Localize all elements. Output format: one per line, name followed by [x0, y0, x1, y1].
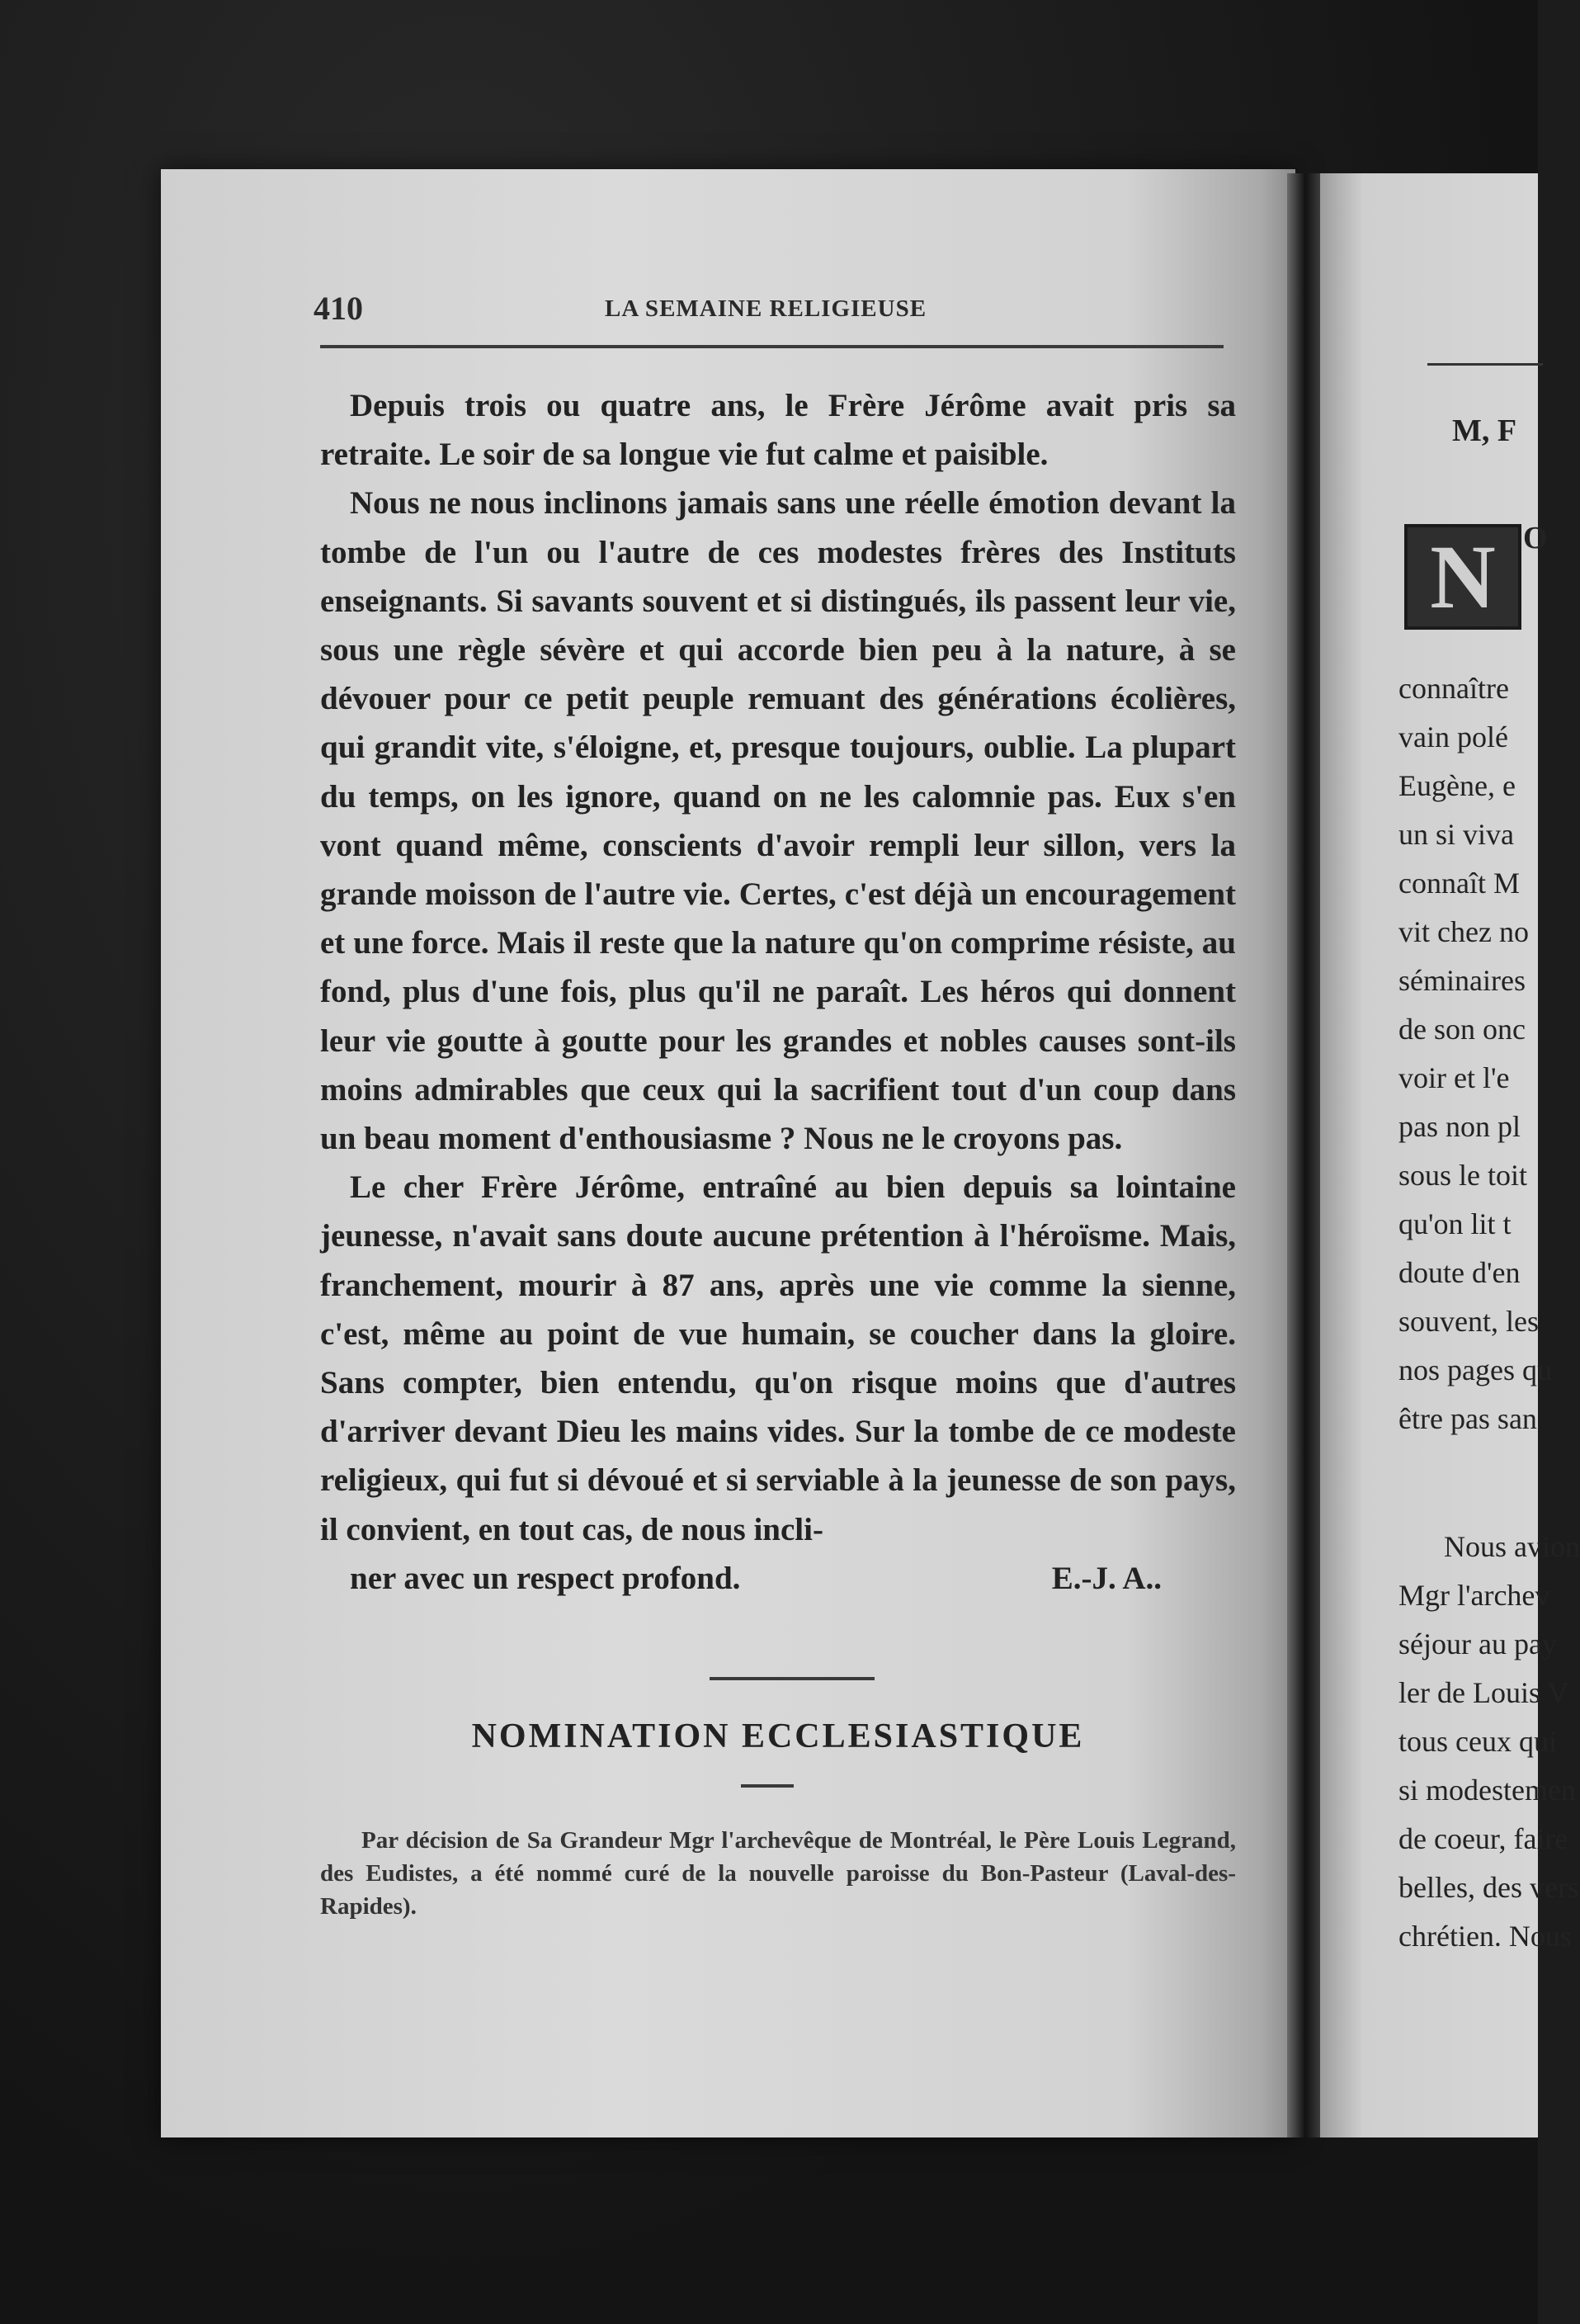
right-header-rule — [1427, 363, 1543, 366]
right-page-title: M, F — [1452, 413, 1517, 448]
article-body — [320, 381, 1236, 1603]
section-divider — [710, 1677, 875, 1680]
paragraph-1: Depuis trois ou quatre ans, le Frère Jérôme avait pris sa retraite. Le soir de sa longue vie fut calme et paisible. — [320, 388, 1236, 473]
paragraph-3: Le cher Frère Jérôme, entraîné au bien depuis sa lointaine jeunesse, n'avait sans doute aucune prétention à l'héroïsme. Mais, franchement, mourir à 87 ans, après une vie comme la sienne, c'est, même au point de vue humain, se coucher dans la gloire. Sans compter, bien entendu, qu'on risque moins que d'autres d'arriver devant Dieu les mains vides. Sur la tombe de ce modeste religieux, qui fut si dévoué et si serviable à la jeunesse de son pays, il convient, en tout cas, de nous incli- — [320, 1169, 1236, 1547]
right-line: connaître — [1398, 672, 1509, 705]
right-line: ler de Louis V — [1398, 1676, 1569, 1709]
right-page — [1320, 173, 1580, 2137]
section-heading: NOMINATION ECCLESIASTIQUE — [471, 1717, 1085, 1755]
right-line: voir et l'e — [1398, 1061, 1510, 1094]
right-line: souvent, les — [1398, 1305, 1539, 1338]
right-line: Nous avion — [1444, 1530, 1580, 1563]
right-line: pas non pl — [1398, 1110, 1521, 1143]
right-line: séjour au pay — [1398, 1627, 1557, 1660]
right-text-block-1 — [1398, 664, 1552, 1443]
paragraph-2: Nous ne nous inclinons jamais sans une réelle émotion devant la tombe de l'un ou l'autre de ces modestes frères des Instituts enseignants. Si savants souvent et si distingués, ils passent leur vie, sous une règle sévère et qui accorde bien peu à la nature, à se dévouer pour ce petit peuple remuant des générations écolières, qui grandit vite, s'éloigne, et, presque toujours, oublie. La plupart du temps, on les ignore, quand on ne les calomnie pas. Eux s'en vont quand même, conscients d'avoir rempli leur sillon, vers la grande moisson de l'autre vie. Certes, c'est déjà un encouragement et une force. Mais il reste que la nature qu'on comprime résiste, au fond, plus d'une fois, plus qu'il ne paraît. Les héros qui donnent leur vie goutte à goutte pour les grandes et nobles causes sont-ils moins admirables que ceux qui la sacrifient tout d'un coup dans un beau moment d'enthousiasme ? Nous ne le croyons pas. — [320, 485, 1236, 1157]
dropcap-following-letter: O — [1523, 521, 1548, 555]
right-line: Eugène, e — [1398, 769, 1516, 802]
right-line: de son onc — [1398, 1013, 1526, 1046]
right-line: Mgr l'archev — [1398, 1579, 1550, 1612]
right-line: qu'on lit t — [1398, 1207, 1512, 1240]
right-line: si modestemen — [1398, 1774, 1576, 1807]
nomination-notice: Par décision de Sa Grandeur Mgr l'archevêque de Montréal, le Père Louis Legrand, des Eudistes, a été nommé curé de la nouvelle paroisse du Bon-Pasteur (Laval-des-Rapides). — [320, 1827, 1236, 1920]
right-line: séminaires — [1398, 964, 1526, 997]
page-number: 410 — [314, 290, 363, 327]
right-line: un si viva — [1398, 818, 1514, 851]
right-line: belles, des vers — [1398, 1871, 1579, 1904]
right-text-block-2 — [1398, 1523, 1580, 1961]
dropcap-letter: N — [1404, 524, 1521, 630]
right-line: sous le toit — [1398, 1159, 1528, 1192]
right-line: de coeur, faire — [1398, 1822, 1568, 1855]
right-line: doute d'en — [1398, 1256, 1521, 1289]
heading-underline — [741, 1784, 794, 1788]
right-line: vain polé — [1398, 720, 1508, 753]
author-signature: E.-J. A.. — [1051, 1560, 1162, 1596]
book-gutter — [1287, 173, 1320, 2137]
right-line: chrétien. Nous — [1398, 1920, 1572, 1953]
right-line: nos pages qu — [1398, 1353, 1552, 1386]
right-line: vit chez no — [1398, 915, 1529, 948]
header-rule — [320, 345, 1224, 348]
right-line: être pas san — [1398, 1402, 1537, 1435]
running-title: LA SEMAINE RELIGIEUSE — [605, 295, 927, 322]
right-line: connaît M — [1398, 867, 1520, 900]
closing-text: ner avec un respect profond. — [350, 1560, 741, 1596]
right-line: tous ceux qui — [1398, 1725, 1557, 1758]
closing-line — [320, 1554, 1236, 1603]
